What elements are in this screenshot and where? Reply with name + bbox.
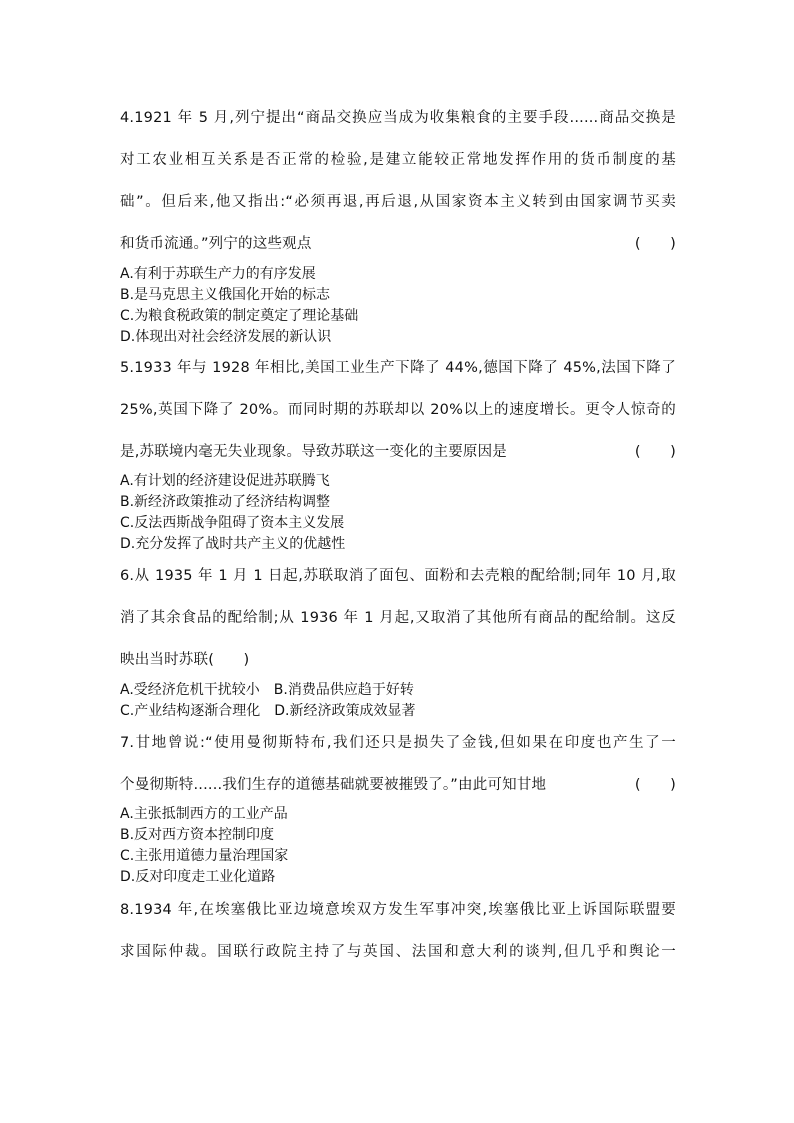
q4-option-d: D.体现出对社会经济发展的新认识 xyxy=(120,329,332,345)
q7-line-2 xyxy=(120,775,676,795)
q4-option-a: A.有利于苏联生产力的有序发展 xyxy=(120,266,316,282)
q5-line-2: 25%,英国下降了 20%。而同时期的苏联却以 20%以上的速度增长。更令人惊奇的 xyxy=(120,402,676,418)
q8-line-1: 8.1934 年,在埃塞俄比亚边境意埃双方发生军事冲突,埃塞俄比亚上诉国际联盟要 xyxy=(120,902,676,918)
q4-stem-end: 和货币流通。”列宁的这些观点 xyxy=(120,236,312,252)
q4-answer-paren: ( ) xyxy=(634,236,676,252)
q7-stem-end: 个曼彻斯特......我们生存的道德基础就要被摧毁了。”由此可知甘地 xyxy=(120,777,547,793)
q4-line-4 xyxy=(120,234,676,254)
q7-answer-paren: ( ) xyxy=(634,777,676,793)
q5-option-c: C.反法西斯战争阻碍了资本主义发展 xyxy=(120,515,345,531)
q7-option-d: D.反对印度走工业化道路 xyxy=(120,869,276,885)
q4-option-b: B.是马克思主义俄国化开始的标志 xyxy=(120,287,331,303)
q5-line-3 xyxy=(120,442,676,462)
q4-option-c: C.为粮食税政策的制定奠定了理论基础 xyxy=(120,308,359,324)
q7-line-1: 7.甘地曾说:“使用曼彻斯特布,我们还只是损失了金钱,但如果在印度也产生了一 xyxy=(120,735,676,751)
q5-option-b: B.新经济政策推动了经济结构调整 xyxy=(120,494,331,510)
q8-line-2: 求国际仲裁。国联行政院主持了与英国、法国和意大利的谈判,但几乎和舆论一 xyxy=(120,944,676,960)
q6-options-cd: C.产业结构逐渐合理化 D.新经济政策成效显著 xyxy=(120,703,416,719)
q7-option-b: B.反对西方资本控制印度 xyxy=(120,827,275,843)
q5-stem-end: 是,苏联境内毫无失业现象。导致苏联这一变化的主要原因是 xyxy=(120,444,508,460)
q6-line-3: 映出当时苏联( ) xyxy=(120,652,250,668)
q7-option-a: A.主张抵制西方的工业产品 xyxy=(120,806,288,822)
q6-options-ab: A.受经济危机干扰较小 B.消费品供应趋于好转 xyxy=(120,682,414,698)
q4-line-1: 4.1921 年 5 月,列宁提出“商品交换应当成为收集粮食的主要手段......商品交换是 xyxy=(120,110,676,126)
q6-line-2: 消了其余食品的配给制;从 1936 年 1 月起,又取消了其他所有商品的配给制。这反 xyxy=(120,610,676,626)
q5-answer-paren: ( ) xyxy=(634,444,676,460)
q5-line-1: 5.1933 年与 1928 年相比,美国工业生产下降了 44%,德国下降了 45%,法国下降了 xyxy=(120,360,676,376)
q7-option-c: C.主张用道德力量治理国家 xyxy=(120,848,289,864)
q5-option-d: D.充分发挥了战时共产主义的优越性 xyxy=(120,536,346,552)
q6-line-1: 6.从 1935 年 1 月 1 日起,苏联取消了面包、面粉和去壳粮的配给制;同年 10 月,取 xyxy=(120,568,676,584)
q4-line-2: 对工农业相互关系是否正常的检验,是建立能较正常地发挥作用的货币制度的基 xyxy=(120,152,676,168)
q4-line-3: 础”。但后来,他又指出:“必须再退,再后退,从国家资本主义转到由国家调节买卖 xyxy=(120,194,676,210)
q5-option-a: A.有计划的经济建设促进苏联腾飞 xyxy=(120,473,330,489)
